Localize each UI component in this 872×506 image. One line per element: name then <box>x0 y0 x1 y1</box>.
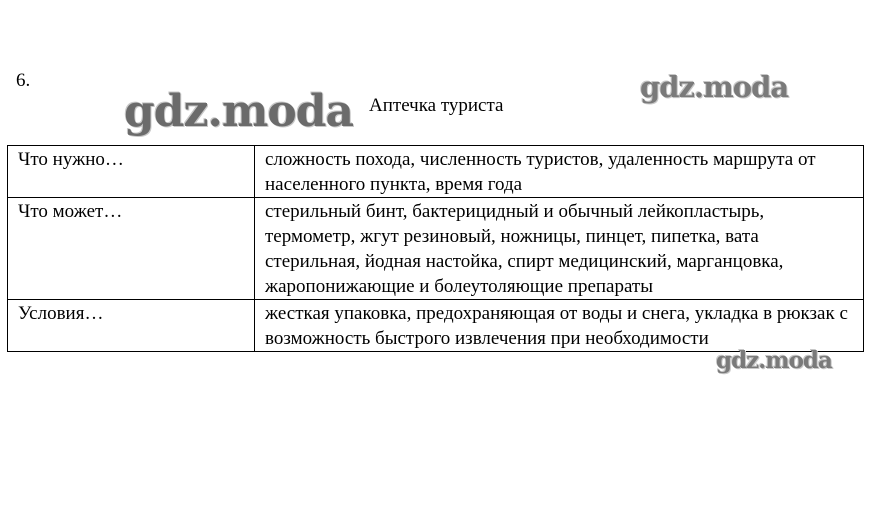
row-content: жесткая упаковка, предохраняющая от воды и снега, укладка в рюкзак с возможность быстрого извлечения при необходимости <box>255 300 864 352</box>
task-number: 6. <box>16 70 31 91</box>
table-row <box>8 146 864 198</box>
watermark: gdz.moda <box>124 86 354 137</box>
table-row <box>8 198 864 300</box>
watermark: gdz.moda <box>716 347 832 374</box>
row-content: сложность похода, численность туристов, удаленность маршрута от населенного пункта, время года <box>255 146 864 198</box>
row-label: Что может… <box>8 198 255 300</box>
row-label: Условия… <box>8 300 255 352</box>
first-aid-kit-table <box>7 145 864 352</box>
row-label: Что нужно… <box>8 146 255 198</box>
row-content: стерильный бинт, бактерицидный и обычный лейкопластырь, термометр, жгут резиновый, ножницы, пинцет, пипетка, вата стерильная, йодная настойка, спирт медицинский, марганцовка, жаропонижающие и болеутоляющие препараты <box>255 198 864 300</box>
watermark: gdz.moda <box>640 70 789 104</box>
table-row <box>8 300 864 352</box>
document-title: Аптечка туриста <box>369 95 504 116</box>
